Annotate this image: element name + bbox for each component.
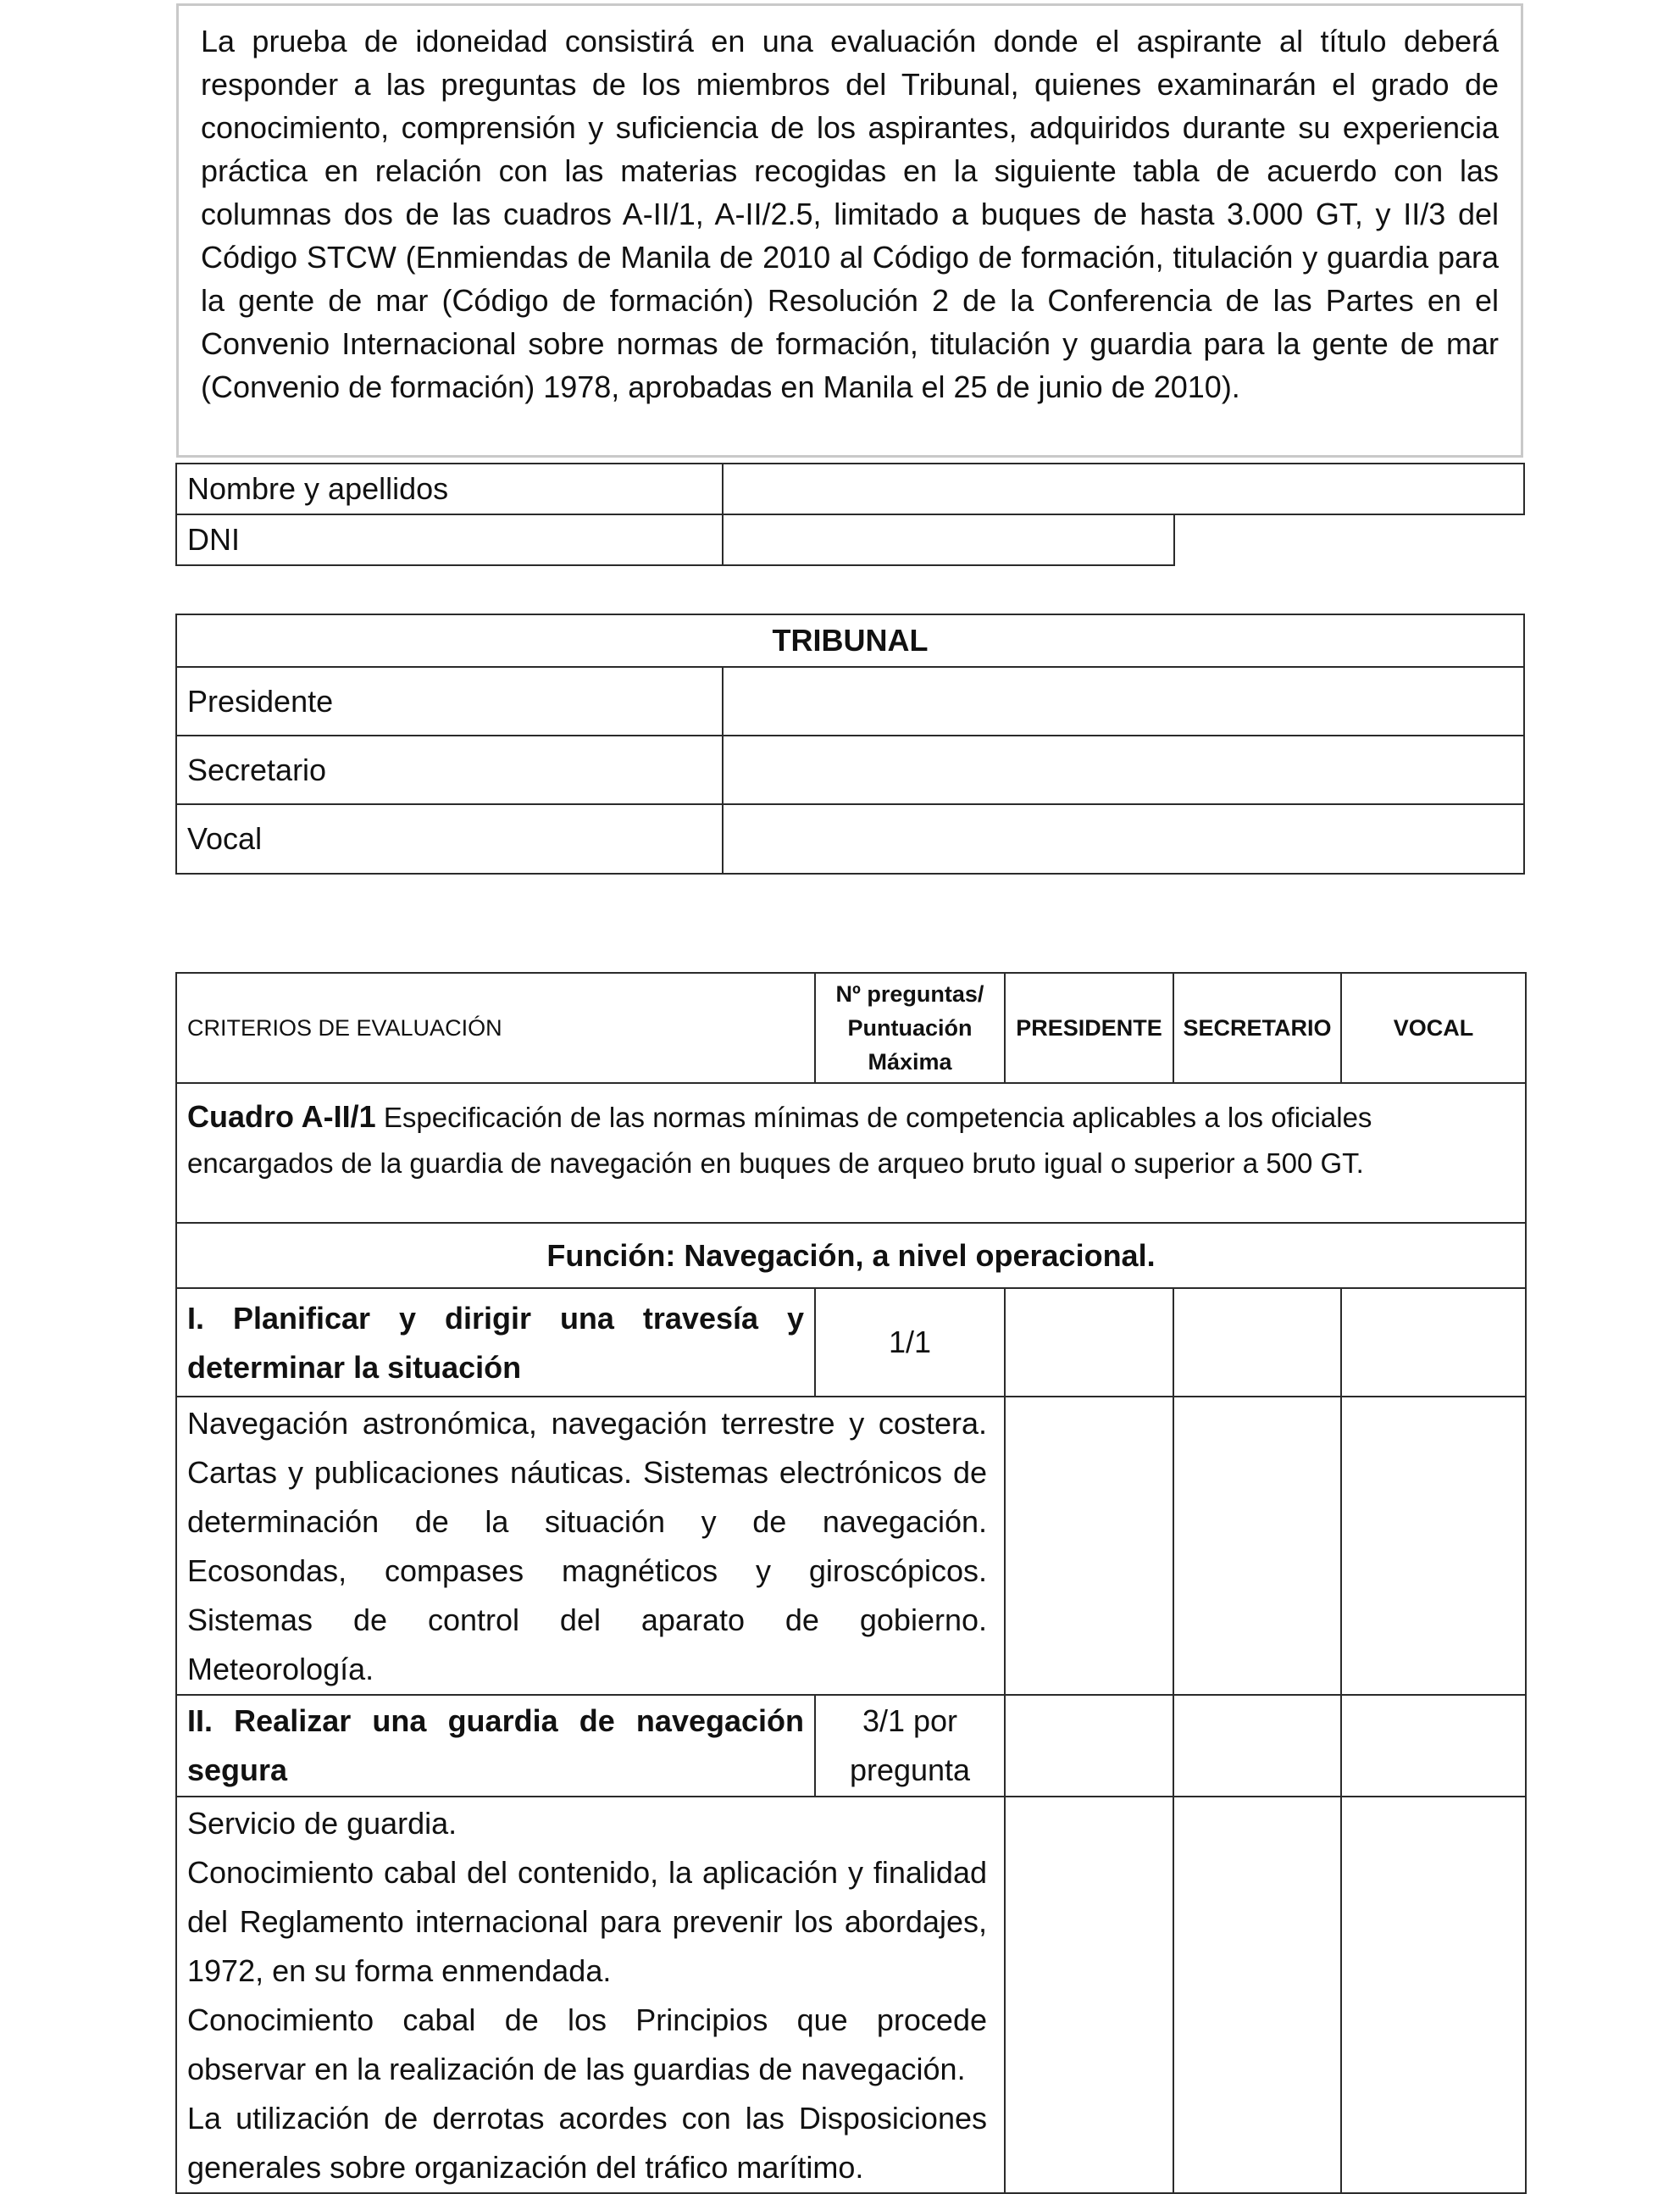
section-content-cell	[176, 1397, 1005, 1695]
secretary-score-cell[interactable]	[1173, 1288, 1341, 1397]
function-title: Función: Navegación, a nivel operacional.	[176, 1223, 1526, 1288]
section-content-cell	[176, 1797, 1005, 2193]
content-paragraph: La utilización de derrotas acordes con las Disposiciones generales sobre organización del tráfico marítimo.	[187, 2101, 987, 2185]
dni-table	[175, 514, 1175, 566]
section-title: I. Planificar y dirigir una travesía y determinar la situación	[176, 1288, 815, 1397]
intro-paragraph: La prueba de idoneidad consistirá en una evaluación donde el aspirante al título deberá responder a las preguntas de los miembros del Tribunal, quienes examinarán el grado de conocimiento, comprensión y suficiencia de los aspirantes, adquiridos durante su experiencia práctica en relación con las materias recogidas en la siguiente tabla de acuerdo con las columnas dos de las cuadros A-II/1, A-II/2.5, limitado a buques de hasta 3.000 GT, y II/3 del Código STCW (Enmiendas de Manila de 2010 al Código de formación, titulación y guardia para la gente de mar (Código de formación) Resolución 2 de la Conferencia de las Partes en el Convenio Internacional sobre normas de formación, titulación y guardia para la gente de mar (Convenio de formación) 1978, aprobadas en Manila el 25 de junio de 2010).	[176, 3, 1523, 458]
cuadro-description	[176, 1083, 1526, 1223]
tribunal-member-label: Vocal	[176, 804, 723, 874]
vocal-score-cell[interactable]	[1341, 1695, 1526, 1797]
tribunal-secretary-field[interactable]	[723, 736, 1524, 804]
secretary-score-cell[interactable]	[1173, 1695, 1341, 1797]
president-score-cell[interactable]	[1005, 1288, 1173, 1397]
vocal-score-cell[interactable]	[1341, 1288, 1526, 1397]
content-paragraph: Conocimiento cabal de los Principios que procede observar en la realización de las guardias de navegación.	[187, 2002, 987, 2086]
president-content-cell[interactable]	[1005, 1397, 1173, 1695]
secretary-content-cell[interactable]	[1173, 1797, 1341, 2193]
tribunal-member-label: Presidente	[176, 667, 723, 736]
cuadro-code: Cuadro A-II/1	[187, 1099, 376, 1134]
identity-table	[175, 463, 1525, 515]
section-score: 3/1 por pregunta	[815, 1695, 1005, 1797]
vocal-content-cell[interactable]	[1341, 1797, 1526, 2193]
president-content-cell[interactable]	[1005, 1797, 1173, 2193]
header-president: PRESIDENTE	[1005, 973, 1173, 1083]
tribunal-member-label: Secretario	[176, 736, 723, 804]
header-secretary: SECRETARIO	[1173, 973, 1341, 1083]
content-paragraph: Servicio de guardia.	[187, 1806, 457, 1841]
secretary-content-cell[interactable]	[1173, 1397, 1341, 1695]
tribunal-vocal-field[interactable]	[723, 804, 1524, 874]
name-field[interactable]	[723, 464, 1524, 514]
section-score: 1/1	[815, 1288, 1005, 1397]
section-content	[177, 1797, 997, 2192]
name-label: Nombre y apellidos	[176, 464, 723, 514]
tribunal-president-field[interactable]	[723, 667, 1524, 736]
header-criteria: CRITERIOS DE EVALUACIÓN	[176, 973, 815, 1083]
content-paragraph: Conocimiento cabal del contenido, la aplicación y finalidad del Reglamento internacional para prevenir los abordajes, 1972, en su forma enmendada.	[187, 1855, 987, 1988]
header-vocal: VOCAL	[1341, 973, 1526, 1083]
tribunal-table	[175, 614, 1525, 875]
dni-label: DNI	[176, 514, 723, 565]
criteria-table	[175, 972, 1527, 2194]
section-content: Navegación astronómica, navegación terrestre y costera. Cartas y publicaciones náuticas. Sistemas electrónicos de determinación de la situación y de navegación. Ecosondas, compases magnéticos y giroscópicos. Sistemas de control del aparato de gobierno. Meteorología.	[187, 1406, 987, 1686]
cuadro-text: Especificación de las normas mínimas de competencia aplicables a los oficiales encargados de la guardia de navegación en buques de arqueo bruto igual o superior a 500 GT.	[187, 1102, 1372, 1179]
header-questions: Nº preguntas/ Puntuación Máxima	[815, 973, 1005, 1083]
section-title: II. Realizar una guardia de navegación segura	[176, 1695, 815, 1797]
tribunal-title: TRIBUNAL	[176, 614, 1524, 667]
dni-field[interactable]	[723, 514, 1174, 565]
president-score-cell[interactable]	[1005, 1695, 1173, 1797]
vocal-content-cell[interactable]	[1341, 1397, 1526, 1695]
